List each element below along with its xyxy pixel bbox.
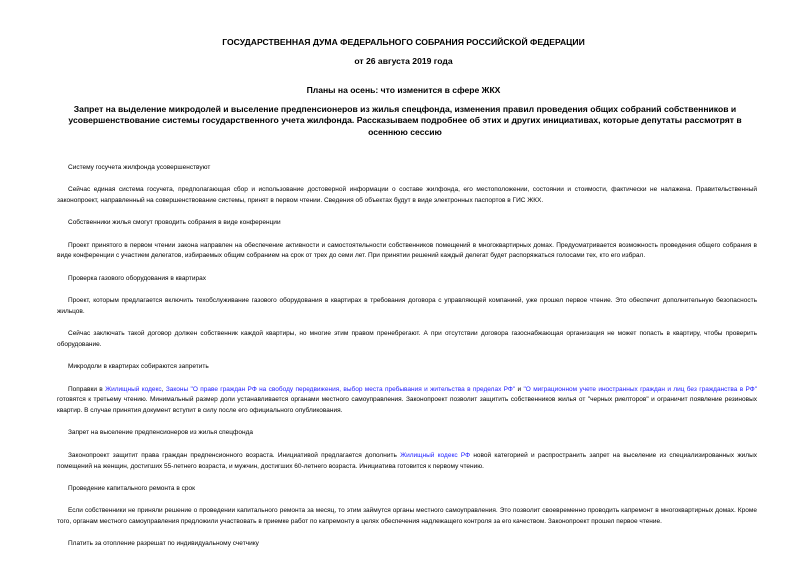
section-paragraph: Сейчас единая система госучета, предполагающая сбор и использование достоверной информации о составе жилфонда, его местоположении, состоянии и стоимости, фактически не налажена. Правительственный законопроект, направленный на совершенствование системы, принят в первом чтении. Сведения об объектах будут в виде электронных паспортов в ГИС ЖКХ.: [57, 186, 757, 205]
movement-law-link[interactable]: Законы "О праве граждан РФ на свободу передвижения, выбор места пребывания и жительства в пределах РФ": [165, 385, 516, 393]
paragraph-text: Поправки в: [68, 385, 103, 393]
section-paragraph: Проект принятого в первом чтении закона направлен на обеспечение активности и самостоятельности собственников помещений в многоквартирных домах. Предусматривается возможность проведения общего собрания в виде конференции с участием делегатов, избираемых общим собранием на срок от трех до семи лет. При принятии решений каждый делегат будет распоряжаться голосами тех, кто его избрал.: [57, 241, 757, 260]
section-paragraph: Проект, которым предлагается включить техобслуживание газового оборудования в квартирах в требования договора с управляющей компанией, уже прошел первое чтение. Это обеспечит дополнительную безопасность жильцов.: [57, 297, 757, 315]
housing-code-rf-link[interactable]: Жилищный кодекс РФ: [400, 451, 471, 459]
section-heading: Собственники жилья смогут проводить собрания в виде конференции: [68, 219, 281, 227]
paragraph-text: ,: [161, 385, 164, 393]
document-lead: Запрет на выделение микродолей и выселение предпенсионеров из жилья спецфонда, изменения правил проведения общих собраний собственников и усовершенствование системы государственного учета жилфонда. Рассказываем подробнее об этих и других инициативах, которые депутаты рассмотрят в осеннюю сессию: [68, 104, 742, 137]
organization-heading: ГОСУДАРСТВЕННАЯ ДУМА ФЕДЕРАЛЬНОГО СОБРАНИЯ РОССИЙСКОЙ ФЕДЕРАЦИИ: [222, 37, 585, 47]
document-title: Планы на осень: что изменится в сфере ЖКХ: [306, 85, 501, 95]
housing-code-link[interactable]: Жилищный кодекс: [105, 385, 162, 393]
section-paragraph: [57, 385, 757, 417]
document-body: [57, 163, 757, 562]
paragraph-text: новой категорией и распространить запрет на выселение из специализированных жилых помещений на женщин, достигших 55-летнего возраста, и мужчин, достигших 60-летнего возраста. Инициатива готовится к первому чтению.: [57, 451, 758, 470]
paragraph-text: готовятся к третьему чтению. Минимальный размер доли устанавливается органами местного самоуправления. Законопроект позволит защитить собственников жилья от "черных риелторов" и ограничит появление резиновых квартир. В случае принятия документ вступит в силу после его официального опубликования.: [57, 396, 757, 415]
migration-law-link[interactable]: "О миграционном учете иностранных граждан и лиц без гражданства в РФ": [523, 385, 758, 393]
section-paragraph: Если собственники не приняли решение о проведении капитального ремонта за месяц, то этим займутся органы местного самоуправления. Это позволит своевременно проводить капремонт в многоквартирных домах. Кроме того, органам местного самоуправления предложили участвовать в приемке работ по капремонту в целях обеспечения надлежащего контроля за его качеством. Законопроект прошел первое чтение.: [57, 507, 757, 525]
section-heading: Систему госучета жилфонда усовершенствуют: [68, 164, 211, 171]
section-heading: Запрет на выселение предпенсионеров из жилья спецфонда: [68, 429, 253, 437]
section-heading: Микродоли в квартирах собираются запретить: [68, 363, 209, 371]
section-heading: Проведение капитального ремонта в срок: [68, 484, 195, 492]
paragraph-text: и: [517, 385, 522, 393]
section-heading: Платить за отопление разрешат по индивидуальному счетчику: [68, 540, 259, 548]
section-paragraph: [57, 451, 757, 473]
section-paragraph: Сейчас заключать такой договор должен собственник каждой квартиры, но многие этим правом пренебрегают. А при отсутствии договора газоснабжающая организация не может попасть в квартиру, чтобы проверить оборудование.: [57, 330, 757, 348]
document-date: от 26 августа 2019 года: [354, 56, 453, 66]
section-heading: Проверка газового оборудования в квартирах: [68, 274, 206, 282]
paragraph-text: Законопроект защитит права граждан предпенсионного возраста. Инициативой предлагается дополнить: [68, 451, 397, 459]
